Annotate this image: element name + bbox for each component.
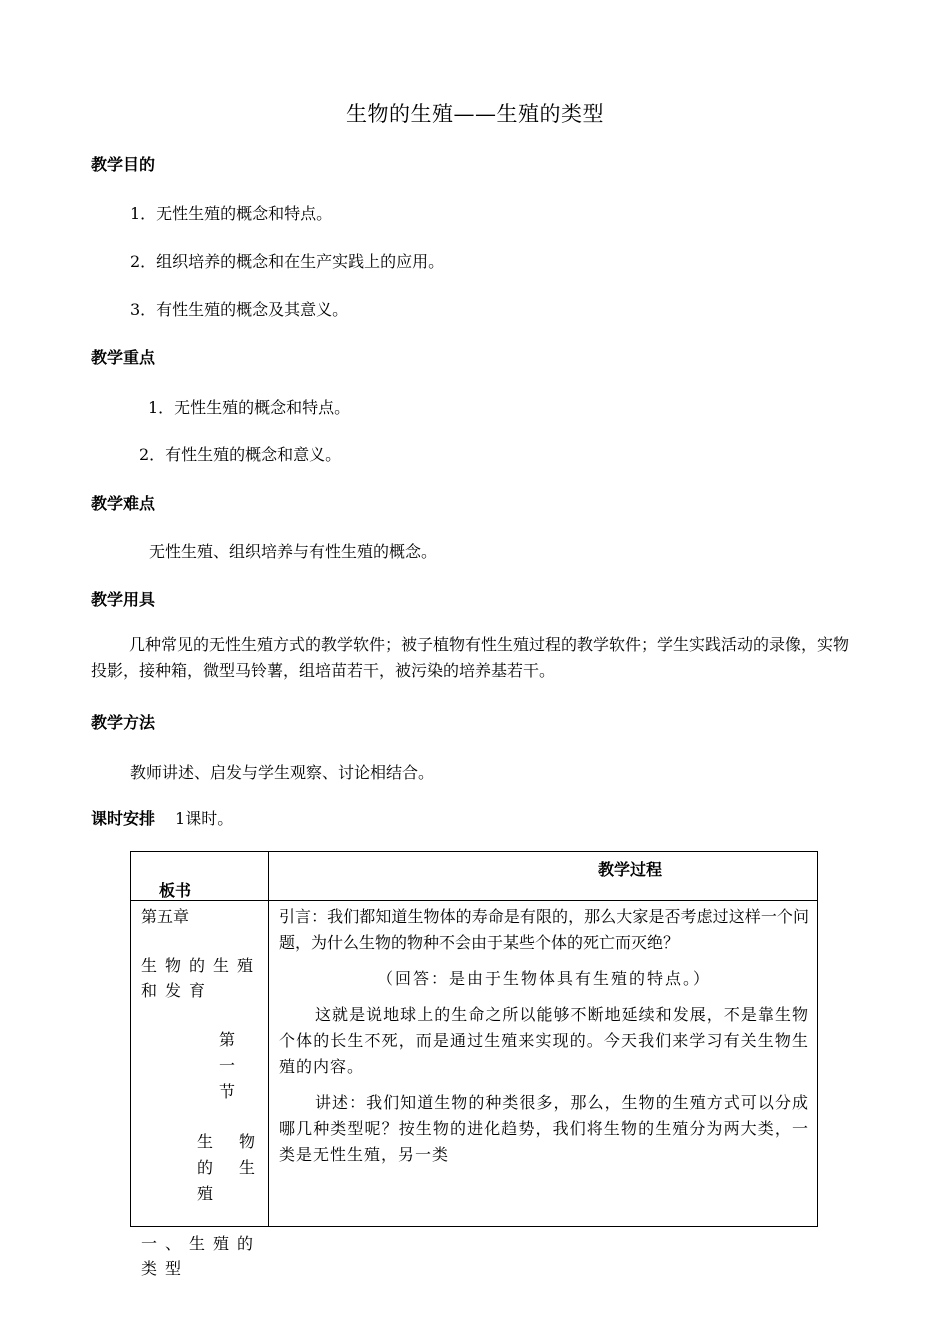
table-header-board: 板书 (159, 881, 192, 900)
schedule-line (91, 806, 233, 829)
schedule-text: 1课时。 (175, 809, 234, 828)
board-line: 第五章 (141, 907, 190, 926)
lesson-table (130, 851, 818, 1278)
heading-difficulties: 教学难点 (91, 494, 156, 513)
board-line: 第一节 (219, 1030, 246, 1101)
heading-key-points: 教学重点 (91, 348, 156, 367)
board-line: 一、生殖的类型 (141, 1234, 262, 1278)
heading-tools: 教学用具 (91, 590, 156, 609)
heading-objectives: 教学目的 (91, 155, 156, 174)
table-header-divider (131, 900, 817, 901)
heading-schedule: 课时安排 (91, 809, 156, 828)
key-point-item: 1．无性生殖的概念和特点。 (148, 398, 351, 417)
objective-item: 2．组织培养的概念和在生产实践上的应用。 (130, 252, 445, 271)
table-header-process: 教学过程 (598, 860, 663, 879)
tools-text: 几种常见的无性生殖方式的教学软件；被子植物有性生殖过程的教学软件；学生实践活动的录像，实物投影，接种箱，微型马铃薯，组培苗若干，被污染的培养基若干。 (91, 635, 850, 680)
heading-methods: 教学方法 (91, 713, 156, 732)
page-title: 生物的生殖——生殖的类型 (346, 102, 604, 126)
methods-text: 教师讲述、启发与学生观察、讨论相结合。 (130, 763, 435, 782)
process-paragraph: 引言：我们都知道生物体的寿命是有限的，那么大家是否考虑过这样一个问题，为什么生物的物种不会由于某些个体的死亡而灭绝？ (279, 907, 809, 952)
process-paragraph: 讲述：我们知道生物的种类很多，那么，生物的生殖方式可以分成哪几种类型呢？按生物的进化趋势，我们将生物的生殖分为两大类，一类是无性生殖，另一类 (279, 1093, 809, 1164)
objective-item: 1．无性生殖的概念和特点。 (130, 204, 333, 223)
board-line: 生物的生殖 (197, 1132, 261, 1203)
process-paragraph: （回答：是由于生物体具有生殖的特点。） (376, 969, 711, 988)
board-line: 生物的生殖和发育 (141, 956, 262, 1000)
process-paragraph: 这就是说地球上的生命之所以能够不断地延续和发展，不是靠生物个体的长生不死，而是通过生殖来实现的。今天我们来学习有关生物生殖的内容。 (279, 1005, 809, 1076)
board-column (141, 904, 261, 1281)
table-column-divider (268, 852, 269, 1226)
key-point-item: 2．有性生殖的概念和意义。 (139, 445, 342, 464)
difficulties-text: 无性生殖、组织培养与有性生殖的概念。 (149, 542, 438, 561)
objective-item: 3．有性生殖的概念及其意义。 (130, 300, 349, 319)
process-column (279, 904, 809, 1178)
